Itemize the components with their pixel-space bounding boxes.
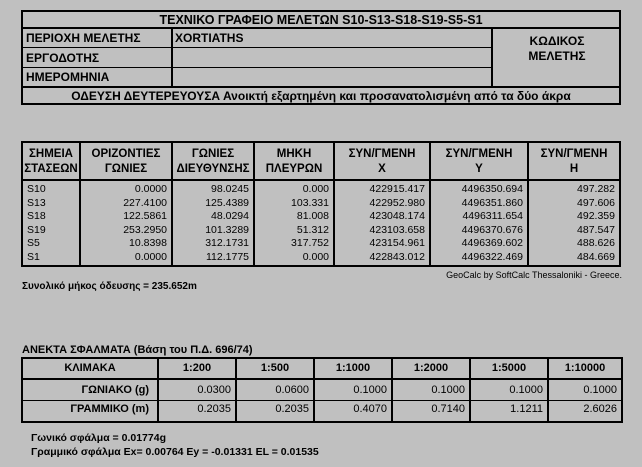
area-label: ΠΕΡΙΟΧΗ ΜΕΛΕΤΗΣ [26,31,141,45]
station-cell: S5 [27,237,40,249]
col-header-side-lengths [255,143,333,179]
x-cell: 422915.417 [369,183,425,195]
col-header-line: ΣΗΜΕΙΑ [29,148,73,160]
study-code-label-line1: ΚΩΔΙΚΟΣ [529,34,585,48]
horizontal-angle-cell: 0.0000 [134,250,167,263]
scale-header: ΚΛΙΜΑΚΑ [64,362,116,374]
y-cell: 4496369.602 [461,237,523,249]
station-cell: S13 [27,196,46,209]
h-cell: 488.626 [577,237,615,249]
tolerance-value: 0.0600 [275,384,309,396]
side-length-cell: 317.752 [291,237,329,249]
study-code-label-line2: ΜΕΛΕΤΗΣ [528,49,586,63]
col-header-line: ΣΤΑΣΕΩΝ [24,163,78,175]
tolerance-row-label: ΓΡΑΜΜΙΚΟ (m) [70,403,149,415]
tolerance-value: 0.1000 [509,384,543,396]
row-separator [23,378,621,380]
stations-table-header [23,143,619,181]
h-cell: 497.606 [577,196,615,209]
scale-column-header: 1:2000 [413,362,449,374]
tolerance-row-label: ΓΩΝΙΑΚΟ (g) [81,384,149,396]
x-cell: 423103.658 [369,223,425,236]
tolerance-value: 0.2035 [275,403,309,415]
x-cell: 423154.961 [369,237,425,249]
col-header-line: ΣΥΝ/ΓΜΕΝΗ [348,148,416,160]
station-cell: S1 [27,250,40,263]
tolerance-value: 0.0300 [197,384,231,396]
side-length-cell: 81.008 [296,210,329,222]
side-length-cell: 51.312 [296,223,329,236]
station-cell: S10 [27,183,46,195]
tolerance-value: 0.1000 [353,384,387,396]
horizontal-angle-cell: 253.2950 [123,223,167,236]
col-header-line: ΠΛΕΥΡΩΝ [265,163,323,175]
col-header-line: ΓΩΝΙΕΣ [191,148,235,160]
col-header-stations [23,143,79,179]
col-header-line: ΣΥΝ/ΓΜΕΝΗ [445,148,513,160]
station-cell: S19 [27,223,46,236]
x-cell: 423048.174 [369,210,425,222]
h-cell: 497.282 [577,183,615,195]
y-cell: 4496311.654 [462,210,523,222]
traverse-description: ΟΔΕΥΣΗ ΔΕΥΤΕΡΕΥΟΥΣΑ Ανοικτή εξαρτημένη και προσανατολισμένη από τα δύο άκρα [71,89,571,103]
stations-table [21,141,621,267]
software-credit: GeoCalc by SoftCalc Thessaloniki - Greece. [446,270,622,280]
tolerances-table [21,357,623,423]
linear-error: Γραμμικό σφάλμα Ex= 0.00764 Ey = -0.01331 EL = 0.01535 [31,446,319,458]
col-header-line: ΔΙΕΥΘΥΝΣΗΣ [176,163,250,175]
bearing-cell: 48.0294 [211,210,249,222]
horizontal-angle-cell: 10.8398 [129,237,167,249]
area-value: XORTIATHS [175,31,244,45]
header-divider-1 [171,29,173,87]
side-length-cell: 0.000 [302,183,329,195]
tolerance-value: 1.1211 [510,403,543,415]
angular-error: Γωνικό σφάλμα = 0.01774g [31,432,166,444]
y-cell: 4496350.694 [461,183,523,195]
y-cell: 4496322.469 [461,250,523,263]
scale-column-header: 1:10000 [564,362,606,374]
col-header-line: ΓΩΝΙΕΣ [104,163,148,175]
area-row [23,29,493,48]
scale-column-header: 1:500 [260,362,290,374]
h-cell: 487.547 [577,223,615,236]
col-header-h [529,143,619,179]
y-cell: 4496370.676 [461,223,523,236]
col-header-x [335,143,429,179]
y-cell: 4496351.860 [461,196,523,209]
bearing-cell: 112.1775 [205,250,249,263]
date-label: ΗΜΕΡΟΜΗΝΙΑ [26,70,110,84]
station-cell: S18 [27,210,46,222]
total-traverse-length: Συνολικό μήκος όδευσης = 235.652m [22,281,197,292]
bearing-cell: 125.4389 [205,196,249,209]
col-header-line: ΣΥΝ/ΓΜΕΝΗ [540,148,608,160]
bearing-cell: 312.1731 [205,237,249,249]
tolerance-value: 0.1000 [431,384,465,396]
tolerance-value: 0.4070 [353,403,387,415]
col-header-horizontal-angles [81,143,171,179]
header-panel [21,10,621,105]
tolerances-title: ΑΝΕΚΤΑ ΣΦΑΛΜΑΤΑ (Βάση του Π.Δ. 696/74) [22,344,253,356]
study-code-label [493,29,621,64]
col-header-bearing [173,143,253,179]
col-header-line: H [569,163,579,175]
tolerance-value: 0.1000 [583,384,617,396]
scale-column-header: 1:1000 [335,362,371,374]
x-cell: 422843.012 [369,250,425,263]
h-cell: 484.669 [577,250,615,263]
bearing-cell: 101.3289 [205,223,249,236]
client-row [23,49,493,68]
scale-column-header: 1:200 [182,362,212,374]
client-label: ΕΡΓΟΔΟΤΗΣ [26,51,100,65]
side-length-cell: 103.331 [291,196,329,209]
horizontal-angle-cell: 122.5861 [123,210,167,222]
x-cell: 422952.980 [369,196,425,209]
h-cell: 492.359 [577,210,615,222]
bearing-cell: 98.0245 [211,183,249,195]
col-header-line: X [378,163,386,175]
side-length-cell: 0.000 [302,250,329,263]
tolerance-value: 0.2035 [197,403,231,415]
tolerance-value: 0.7140 [431,403,465,415]
col-header-line: Y [475,163,483,175]
horizontal-angle-cell: 227.4100 [123,196,167,209]
col-header-line: ΟΡΙΖΟΝΤΙΕΣ [91,148,161,160]
col-header-line: ΜΗΚΗ [276,148,312,160]
report-title: ΤΕΧΝΙΚΟ ΓΡΑΦΕΙΟ ΜΕΛΕΤΩΝ S10-S13-S18-S19-S5-S1 [23,12,619,29]
col-header-y [431,143,527,179]
date-row [23,68,493,87]
tolerance-value: 2.6026 [583,403,617,415]
horizontal-angle-cell: 0.0000 [134,183,167,195]
scale-column-header: 1:5000 [491,362,527,374]
